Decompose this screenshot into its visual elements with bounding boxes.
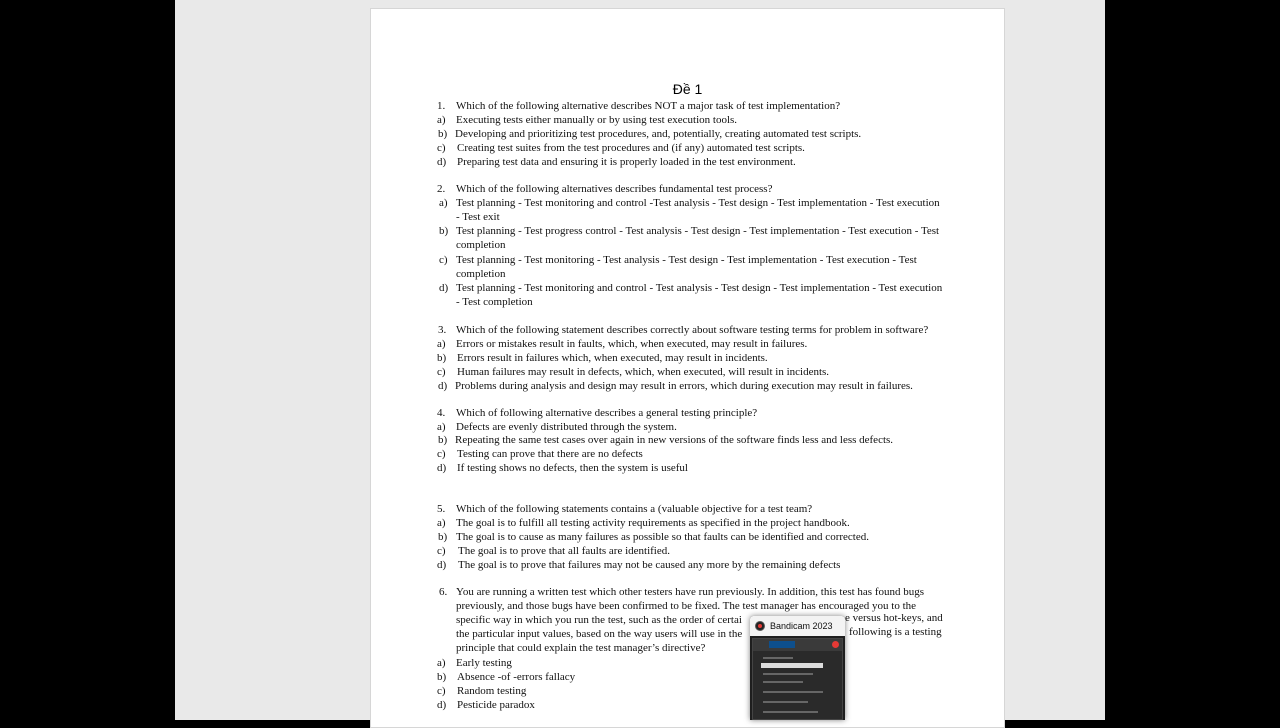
text-fragment-2: following is a testing [849, 626, 942, 638]
line-text: Creating test suites from the test procedures and (if any) automated test scripts. [457, 142, 805, 154]
preview-row [763, 681, 803, 683]
line-text: Executing tests either manually or by using test execution tools. [456, 114, 738, 126]
line-label: 2. [437, 183, 446, 195]
line-label: 6. [439, 586, 448, 598]
line-label: c) [439, 254, 448, 266]
line-label: b) [438, 531, 448, 543]
line-label: d) [437, 699, 447, 711]
line-label: c) [437, 448, 446, 460]
line-text: Random testing [457, 685, 527, 697]
line-text: Early testing [456, 657, 512, 669]
line-text: Which of the following statements contains a (valuable objective for a test team? [456, 503, 813, 515]
line-text: The goal is to cause as many failures as possible so that faults can be identified and corrected. [456, 531, 869, 543]
line-label: b) [438, 434, 448, 446]
line-text: Defects are evenly distributed through the system. [456, 421, 677, 433]
hidden-text-fragment [849, 625, 942, 639]
line-text: Preparing test data and ensuring it is properly loaded in the test environment. [457, 156, 796, 168]
line-label: a) [439, 197, 448, 209]
line-text: - Test exit [456, 211, 500, 223]
preview-row [763, 701, 808, 703]
line-label: a) [437, 338, 446, 350]
line-label: 4. [437, 407, 446, 419]
line-text: previously, and those bugs have been confirmed to be fixed. The test manager has encouraged you to the [456, 600, 917, 612]
line-label: b) [437, 671, 447, 683]
line-text: Which of the following statement describes correctly about software testing terms for problem in software? [456, 324, 929, 336]
line-label: c) [437, 545, 446, 557]
bandicam-timer [769, 641, 795, 648]
line-text: Absence -of -errors fallacy [457, 671, 576, 683]
line-text: If testing shows no defects, then the system is useful [457, 462, 688, 474]
record-indicator-icon [832, 641, 839, 648]
line-label: d) [437, 559, 447, 571]
line-text: Errors result in failures which, when executed, may result in incidents. [457, 352, 768, 364]
preview-row [763, 673, 813, 675]
line-text: You are running a written test which other testers have run previously. In addition, this test has found bugs [456, 586, 925, 598]
bandicam-record-icon [755, 621, 765, 631]
bandicam-preview-thumbnail[interactable] [752, 638, 843, 720]
line-label: b) [439, 225, 449, 237]
line-label: c) [437, 142, 446, 154]
line-label: 1. [437, 100, 446, 112]
line-text: Test planning - Test monitoring - Test analysis - Test design - Test implementation - Test execution - Test [456, 254, 917, 266]
line-text: completion [456, 239, 506, 251]
line-text: The goal is to prove that failures may not be caused any more by the remaining defects [458, 559, 841, 571]
line-label: a) [437, 421, 446, 433]
line-text: specific way in which you run the test, such as the order of certai [456, 614, 742, 626]
line-text: Errors or mistakes result in faults, which, when executed, may result in failures. [456, 338, 808, 350]
preview-row [763, 711, 818, 713]
line-label: d) [438, 380, 448, 392]
line-text: Pesticide paradox [457, 699, 535, 711]
bandicam-toolbar [753, 639, 842, 651]
line-text: - Test completion [456, 296, 533, 308]
line-label: 5. [437, 503, 446, 515]
bandicam-titlebar[interactable] [750, 616, 845, 636]
document-title: Đề 1 [672, 81, 703, 97]
bandicam-window[interactable] [750, 616, 845, 720]
line-label: a) [437, 114, 446, 126]
bandicam-title: Bandicam 2023 [770, 621, 833, 631]
line-label: c) [437, 685, 446, 697]
preview-highlight-row [761, 663, 823, 668]
line-label: a) [437, 517, 446, 529]
line-label: d) [437, 462, 447, 474]
line-text: The goal is to prove that all faults are identified. [458, 545, 670, 557]
line-text: the particular input values, based on the way users will use in the [456, 628, 743, 640]
line-label: a) [437, 657, 446, 669]
preview-row [763, 691, 823, 693]
line-text: Test planning - Test monitoring and control -Test analysis - Test design - Test implementation - Test execution [456, 197, 940, 209]
line-text: principle that could explain the test manager’s directive? [456, 642, 706, 654]
line-text: Repeating the same test cases over again in new versions of the software finds less and less defects. [455, 434, 894, 446]
line-text: Test planning - Test monitoring and control - Test analysis - Test design - Test implementation - Test execution [456, 282, 943, 294]
line-text: Which of following alternative describes a general testing principle? [456, 407, 758, 419]
line-text: Testing can prove that there are no defects [457, 448, 643, 460]
line-text: The goal is to fulfill all testing activity requirements as specified in the project handbook. [456, 517, 850, 529]
line-label: b) [438, 128, 448, 140]
line-label: b) [437, 352, 447, 364]
line-label: 3. [438, 324, 447, 336]
line-text: Human failures may result in defects, which, when executed, will result in incidents. [457, 366, 830, 378]
line-label: d) [437, 156, 447, 168]
line-text: Problems during analysis and design may result in errors, which during execution may result in failures. [455, 380, 913, 392]
text-fragment-1: e versus hot-keys, and [845, 612, 943, 624]
line-text: Which of the following alternatives describes fundamental test process? [456, 183, 773, 195]
preview-row [763, 657, 793, 659]
line-text: Developing and prioritizing test procedures, and, potentially, creating automated test scripts. [455, 128, 862, 140]
line-text: Test planning - Test progress control - Test analysis - Test design - Test implementation - Test execution - Test [456, 225, 940, 237]
line-label: c) [437, 366, 446, 378]
line-text: Which of the following alternative describes NOT a major task of test implementation? [456, 100, 841, 112]
hidden-text-fragment [845, 611, 943, 625]
line-text: completion [456, 268, 506, 280]
line-label: d) [439, 282, 449, 294]
